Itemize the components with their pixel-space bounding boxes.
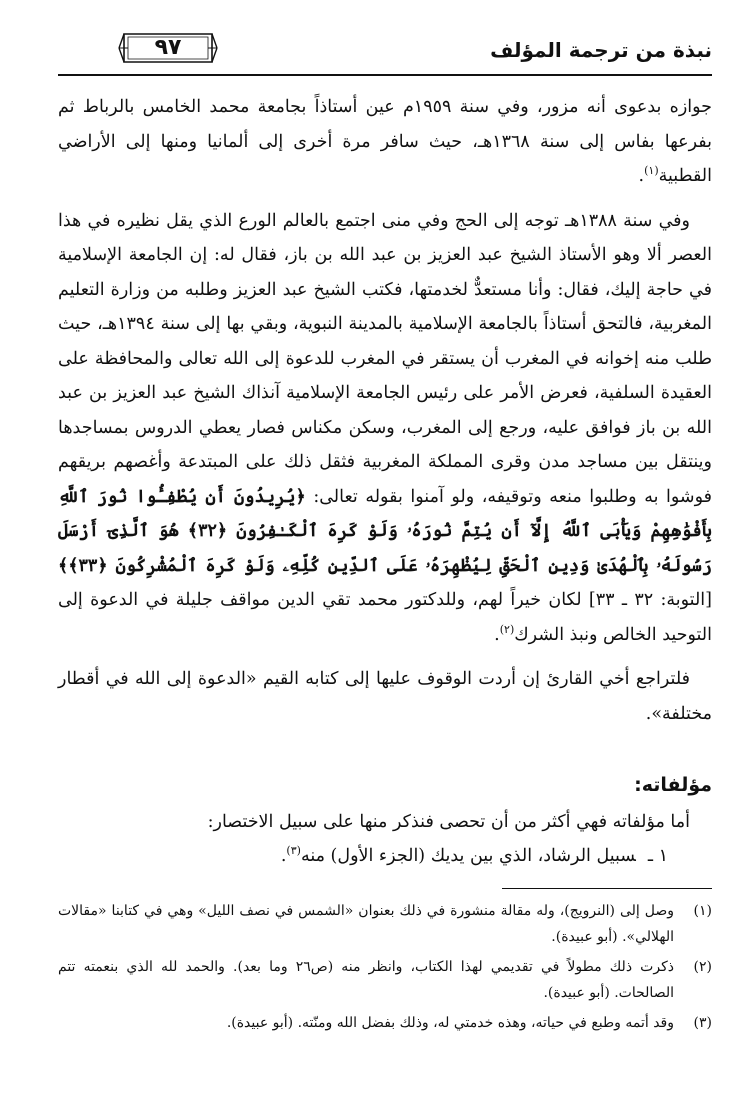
list-item-text: سبيل الرشاد، الذي بين يديك (الجزء الأول) منه xyxy=(300,846,636,866)
footnote-ref-1[interactable]: (١) xyxy=(644,164,659,178)
footnote-1 xyxy=(58,898,712,950)
paragraph-2-text-after: لكان خيراً لهم، وللدكتور محمد تقي الدين مواقف جليلة في الدعوة إلى التوحيد الخالص ونبذ الشرك xyxy=(58,590,712,645)
footnote-rule xyxy=(502,888,712,889)
list-item-number: ١ ـ xyxy=(647,846,668,866)
page-header xyxy=(58,28,712,80)
footnote-number: (٣) xyxy=(693,1015,712,1031)
list-item xyxy=(58,839,712,873)
footnote-text: وقد أتمه وطبع في حياته، وهذه خدمتي له، وذلك بفضل الله ومنّته. (أبو عبيدة). xyxy=(226,1015,674,1031)
footnote-number: (١) xyxy=(693,903,712,919)
quran-citation: [التوبة: ٣٢ ـ ٣٣] xyxy=(588,590,712,610)
footnote-3 xyxy=(58,1010,712,1036)
paragraph-2-end: . xyxy=(494,624,500,645)
section-heading: مؤلفاته: xyxy=(634,774,712,796)
paragraph-3: فلتراجع أخي القارئ إن أردت الوقوف عليها إلى كتابه القيم «الدعوة إلى الله في أقطار مختلفة». xyxy=(58,669,712,724)
section-intro: أما مؤلفاته فهي أكثر من أن تحصى فنذكر منها على سبيل الاختصار: xyxy=(207,812,690,832)
paragraph-1-text: جوازه بدعوى أنه مزور، وفي سنة ١٩٥٩م عين أستاذاً بجامعة محمد الخامس بالرباط ثم بفرعها بفاس إلى سنة ١٣٦٨هـ، حيث سافر مرة أخرى إلى ألمانيا ومنها إلى الأراضي القطبية xyxy=(58,97,712,186)
footnote-ref-2[interactable]: (٢) xyxy=(499,622,515,636)
footnotes xyxy=(58,898,712,1040)
main-text xyxy=(58,90,712,731)
page-number: ٩٧ xyxy=(154,35,182,60)
section-body xyxy=(58,805,712,873)
paragraph-2 xyxy=(58,204,712,653)
footnote-number: (٢) xyxy=(693,959,712,975)
paragraph-1-end: . xyxy=(638,166,645,186)
footnote-2 xyxy=(58,954,712,1006)
footnote-text: ذكرت ذلك مطولاً في تقديمي لهذا الكتاب، وانظر منه (ص٢٦ وما بعد). والحمد لله الذي بنعمته تتم الصالحات. (أبو عبيدة). xyxy=(58,959,674,1001)
paragraph-2-text: وفي سنة ١٣٨٨هـ توجه إلى الحج وفي منى اجتمع بالعالم الورع الذي يقل نظيره في هذا العصر ألا وهو الأستاذ الشيخ عبد العزيز بن عبد الله بن باز، فقال له: إن الجامعة الإسلامية في حاجة إليك، فقال: وأنا مستعدٌّ لخدمتها، فكتب الشيخ عبد العزيز وطلبه من وزارة التعليم المغربية، فالتحق أستاذاً بالجامعة الإسلامية بالمدينة النبوية، وبقي بها إلى سنة ١٣٩٤هـ، حيث طلب منه إخوانه في المغرب أن يستقر في المغرب للدعوة إلى الله تعالى والمحافظة على العقيدة السلفية، فعرض الأمر على رئيس الجامعة الإسلامية آنذاك الشيخ عبد العزيز بن عبد الله بن باز فوافق عليه، ورجع إلى المغرب، وسكن مكناس فصار يعطي الدروس بمساجدها وينتقل بين مساجد مدن وقرى المملكة المغربية فثقل ذلك على المبتدعة وأغصهم بريقهم فوشوا به وطلبوا منعه وتوقيفه، ولو آمنوا بقوله تعالى: xyxy=(58,210,712,507)
footnote-text: وصل إلى (النرويج)، وله مقالة منشورة في ذلك بعنوان «الشمس في نصف الليل» وهي في كتابنا «مقالات الهلالي». (أبو عبيدة). xyxy=(58,903,674,945)
list-item-end: . xyxy=(280,846,287,866)
footnote-ref-3[interactable]: (٣) xyxy=(286,844,301,858)
quran-verse: ﴿يُرِيدُونَ أَن يُطْفِـُٔوا نُورَ ٱللَّهِ بِأَفْوَٰهِهِمْ وَيَأْبَى ٱللَّهُ إِلَّآ أَن يُتِمَّ نُورَهُۥ وَلَوْ كَرِهَ ٱلْكَـٰفِرُونَ ﴿٣٢﴾ هُوَ ٱلَّذِىٓ أَرْسَلَ رَسُولَهُۥ بِٱلْهُدَىٰ وَدِينِ ٱلْحَقِّ لِيُظْهِرَهُۥ عَلَى ٱلدِّينِ كُلِّهِۦ وَلَوْ كَرِهَ ٱلْمُشْرِكُونَ ﴿٣٣﴾﴾ xyxy=(58,486,713,576)
paragraph-1 xyxy=(58,90,712,194)
page-number-frame xyxy=(118,30,218,66)
header-rule xyxy=(58,74,712,76)
running-title: نبذة من ترجمة المؤلف xyxy=(490,38,712,62)
